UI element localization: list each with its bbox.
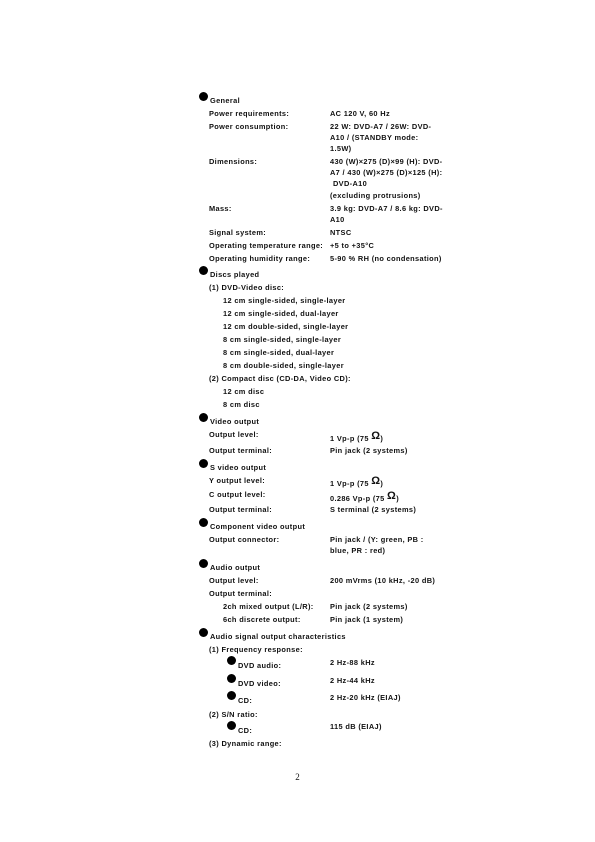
- sub-bullet-icon: [227, 674, 236, 683]
- spec-value: +5 to +35°C: [330, 241, 375, 250]
- spec-value: 22 W: DVD-A7 / 26W: DVD-: [330, 122, 432, 131]
- spec-value: Pin jack (2 systems): [330, 602, 408, 611]
- section-heading-audio: Audio output: [210, 563, 261, 572]
- spec-value: 2 Hz-20 kHz (EIAJ): [330, 693, 401, 702]
- spec-label: Output level:: [209, 576, 259, 585]
- list-item: 8 cm single-sided, dual-layer: [223, 348, 335, 357]
- spec-label: Mass:: [209, 204, 232, 213]
- spec-label: Power requirements:: [209, 109, 290, 118]
- spec-value: 200 mVrms (10 kHz, -20 dB): [330, 576, 436, 585]
- section-bullet-icon: [199, 92, 208, 101]
- list-item: 8 cm double-sided, single-layer: [223, 361, 344, 370]
- section-heading-video: Video output: [210, 417, 260, 426]
- spec-value: 2 Hz-88 kHz: [330, 658, 375, 667]
- list-item: 12 cm single-sided, dual-layer: [223, 309, 339, 318]
- spec-value: 3.9 kg: DVD-A7 / 8.6 kg: DVD-: [330, 204, 443, 213]
- spec-value: 1.5W): [330, 144, 352, 153]
- spec-label: (3) Dynamic range:: [209, 739, 282, 748]
- section-heading-general: General: [210, 96, 240, 105]
- spec-value: 5-90 % RH (no condensation): [330, 254, 442, 263]
- spec-label: Output connector:: [209, 535, 280, 544]
- spec-value: 1 Vp-p (75 Ω): [330, 430, 384, 443]
- ohm-symbol: Ω: [371, 430, 381, 442]
- spec-label: CD:: [238, 726, 253, 735]
- list-item: 8 cm single-sided, single-layer: [223, 335, 342, 344]
- spec-label: (2) S/N ratio:: [209, 710, 258, 719]
- section-heading-audio-characteristics: Audio signal output characteristics: [210, 632, 346, 641]
- spec-label: Operating temperature range:: [209, 241, 324, 250]
- spec-label: Dimensions:: [209, 157, 258, 166]
- spec-value: DVD-A10: [333, 179, 368, 188]
- spec-label: C output level:: [209, 490, 266, 499]
- spec-label: Output terminal:: [209, 505, 273, 514]
- ohm-symbol: Ω: [387, 490, 397, 502]
- spec-value: A10: [330, 215, 345, 224]
- spec-label: Signal system:: [209, 228, 267, 237]
- spec-label: DVD video:: [238, 679, 281, 688]
- section-heading-discs: Discs played: [210, 270, 260, 279]
- section-heading-component: Component video output: [210, 522, 306, 531]
- section-heading-svideo: S video output: [210, 463, 267, 472]
- spec-value: 0.286 Vp-p (75 Ω): [330, 490, 399, 503]
- spec-value: Pin jack (2 systems): [330, 446, 408, 455]
- section-bullet-icon: [199, 559, 208, 568]
- spec-label: Output terminal:: [209, 446, 273, 455]
- spec-value: Pin jack / (Y: green, PB :: [330, 535, 424, 544]
- spec-value: A7 / 430 (W)×275 (D)×125 (H):: [330, 168, 443, 177]
- spec-value: (excluding protrusions): [330, 191, 421, 200]
- disc-category: (2) Compact disc (CD-DA, Video CD):: [209, 374, 351, 383]
- list-item: 8 cm disc: [223, 400, 260, 409]
- spec-label: Power consumption:: [209, 122, 289, 131]
- spec-value: blue, PR : red): [330, 546, 386, 555]
- spec-label: Y output level:: [209, 476, 266, 485]
- spec-value: S terminal (2 systems): [330, 505, 417, 514]
- spec-label: Operating humidity range:: [209, 254, 311, 263]
- spec-value: A10 / (STANDBY mode:: [330, 133, 419, 142]
- list-item: 12 cm single-sided, single-layer: [223, 296, 346, 305]
- spec-label: Output level:: [209, 430, 259, 439]
- page-number: 2: [295, 772, 300, 782]
- list-item: 12 cm disc: [223, 387, 265, 396]
- spec-value: 115 dB (EIAJ): [330, 722, 382, 731]
- spec-value: 1 Vp-p (75 Ω): [330, 475, 384, 488]
- sub-bullet-icon: [227, 721, 236, 730]
- spec-value: 430 (W)×275 (D)×99 (H): DVD-: [330, 157, 443, 166]
- sub-bullet-icon: [227, 691, 236, 700]
- spec-label: 2ch mixed output (L/R):: [223, 602, 314, 611]
- spec-label: CD:: [238, 696, 253, 705]
- ohm-symbol: Ω: [371, 475, 381, 487]
- spec-value: AC 120 V, 60 Hz: [330, 109, 391, 118]
- section-bullet-icon: [199, 413, 208, 422]
- spec-label: DVD audio:: [238, 661, 282, 670]
- spec-value: Pin jack (1 system): [330, 615, 404, 624]
- section-bullet-icon: [199, 518, 208, 527]
- section-bullet-icon: [199, 628, 208, 637]
- list-item: 12 cm double-sided, single-layer: [223, 322, 349, 331]
- spec-value: 2 Hz-44 kHz: [330, 676, 375, 685]
- spec-value: NTSC: [330, 228, 352, 237]
- spec-label: Output terminal:: [209, 589, 273, 598]
- spec-label: 6ch discrete output:: [223, 615, 301, 624]
- disc-category: (1) DVD-Video disc:: [209, 283, 285, 292]
- spec-label: (1) Frequency response:: [209, 645, 303, 654]
- sub-bullet-icon: [227, 656, 236, 665]
- section-bullet-icon: [199, 266, 208, 275]
- section-bullet-icon: [199, 459, 208, 468]
